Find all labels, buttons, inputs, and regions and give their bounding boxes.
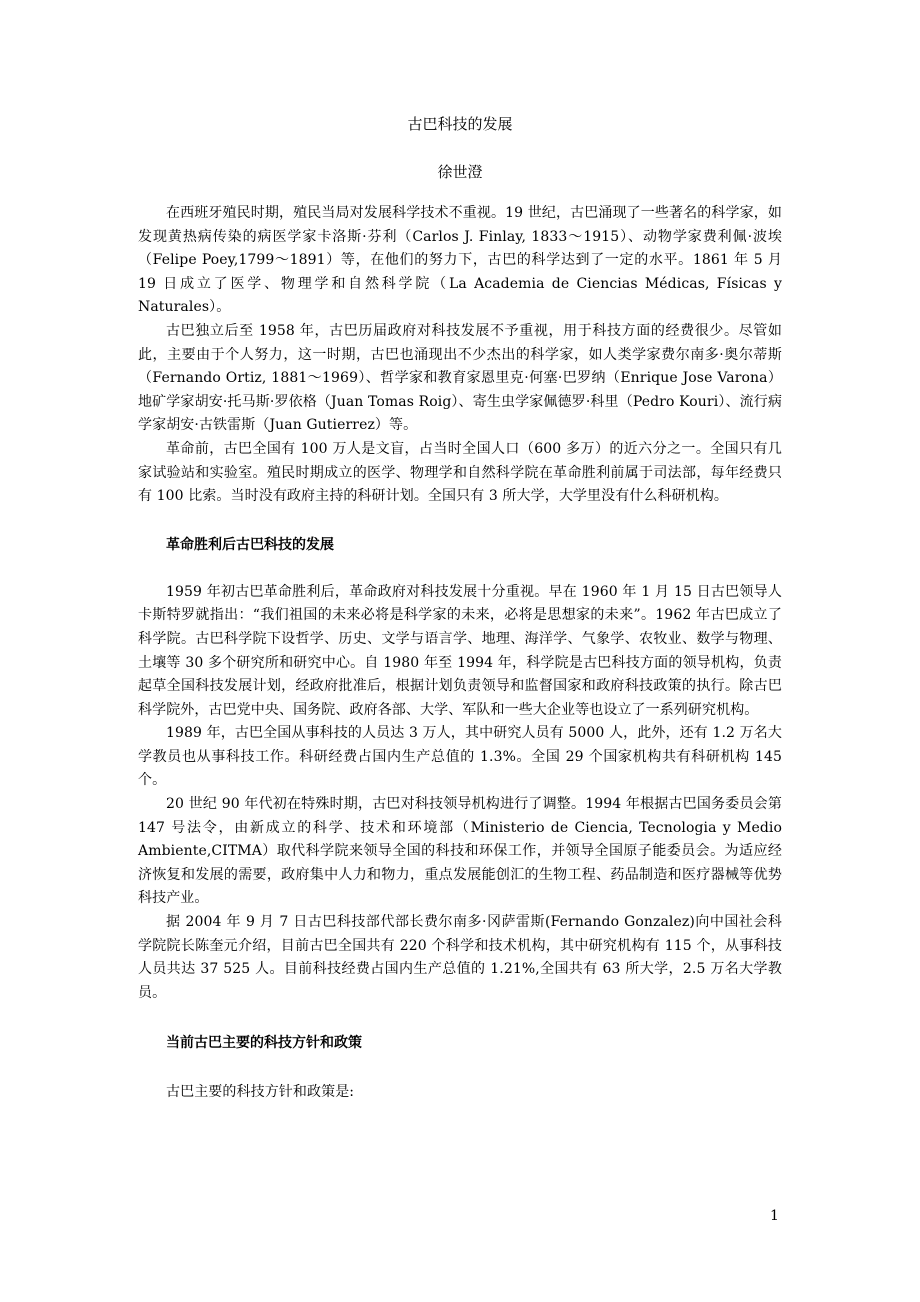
document-title: 古巴科技的发展 <box>407 115 513 133</box>
section-heading-current-policy: 当前古巴主要的科技方针和政策 <box>166 1035 362 1052</box>
paragraph-policy-intro: 古巴主要的科技方针和政策是: <box>166 1084 355 1101</box>
paragraph-2004-status: 据 2004 年 9 月 7 日古巴科技部代部长费尔南多·冈萨雷斯(Fernando Gonzalez)向中国社会科学院院长陈奎元介绍，目前古巴全国共有 220 个科学和技术机构，其中研究机构有 115 个，从事科技人员共达 37 525 人。目前科技经费占国内生产总值的 1.21%,全国共有 63 所大学，2.5 万名大学教员。 <box>138 914 782 1001</box>
paragraph-1990s-adjustment: 20 世纪 90 年代初在特殊时期，古巴对科技领导机构进行了调整。1994 年根据古巴国务委员会第 147 号法令，由新成立的科学、技术和环境部（Ministerio de Ciencia, Tecnologia y Medio Ambiente,CITMA）取代科学院来领导全国的科技和环保工作，并领导全国原子能委员会。为适应经济恢复和发展的需要，政府集中人力和物力，重点发展能创汇的生物工程、药品制造和医疗器械等优势科技产业。 <box>138 796 782 907</box>
paragraph-colonial-period: 在西班牙殖民时期，殖民当局对发展科学技术不重视。19 世纪，古巴涌现了一些著名的科学家，如发现黄热病传染的病医学家卡洛斯·芬利（Carlos J. Finlay, 1833～1915）、动物学家费利佩·波埃（Felipe Poey,1799～1891）等，在他们的努力下，古巴的科学达到了一定的水平。1861 年 5 月 19 日成立了医学、物理学和自然科学院（La Academia de Ciencias Médicas, Físicas y Naturales）。 <box>138 205 782 316</box>
document-author: 徐世澄 <box>437 163 483 181</box>
page-number: 1 <box>770 1208 779 1224</box>
document-body <box>138 110 782 1105</box>
paragraph-pre-revolution: 革命前，古巴全国有 100 万人是文盲，占当时全国人口（600 多万）的近六分之一。全国只有几家试验站和实验室。殖民时期成立的医学、物理学和自然科学院在革命胜利前属于司法部，每年经费只有 100 比索。当时没有政府主持的科研计划。全国只有 3 所大学，大学里没有什么科研机构。 <box>138 440 782 505</box>
paragraph-1959-revolution: 1959 年初古巴革命胜利后，革命政府对科技发展十分重视。早在 1960 年 1 月 15 日古巴领导人卡斯特罗就指出：“我们祖国的未来必将是科学家的未来，必将是思想家的未来”。1962 年古巴成立了科学院。古巴科学院下设哲学、历史、文学与语言学、地理、海洋学、气象学、农牧业、数学与物理、土壤等 30 多个研究所和研究中心。自 1980 年至 1994 年，科学院是古巴科技方面的领导机构，负责起草全国科技发展计划，经政府批准后，根据计划负责领导和监督国家和政府科技政策的执行。除古巴科学院外，古巴党中央、国务院、政府各部、大学、军队和一些大企业等也设立了一系列研究机构。 <box>138 583 782 718</box>
paragraph-1989-statistics: 1989 年，古巴全国从事科技的人员达 3 万人，其中研究人员有 5000 人，此外，还有 1.2 万名大学教员也从事科技工作。科研经费占国内生产总值的 1.3%。全国 29 个国家机构共有科研机构 145 个。 <box>138 725 782 789</box>
section-heading-post-revolution: 革命胜利后古巴科技的发展 <box>166 536 334 553</box>
paragraph-independence-period: 古巴独立后至 1958 年，古巴历届政府对科技发展不予重视，用于科技方面的经费很少。尽管如此，主要由于个人努力，这一时期，古巴也涌现出不少杰出的科学家，如人类学家费尔南多·奥尔蒂斯（Fernando Ortiz, 1881～1969）、哲学家和教育家恩里克·何塞·巴罗纳（Enrique Jose Varona）地矿学家胡安·托马斯·罗依格（Juan Tomas Roig）、寄生虫学家佩德罗·科里（Pedro Kouri）、流行病学家胡安·古铁雷斯（Juan Gutierrez）等。 <box>138 322 782 434</box>
